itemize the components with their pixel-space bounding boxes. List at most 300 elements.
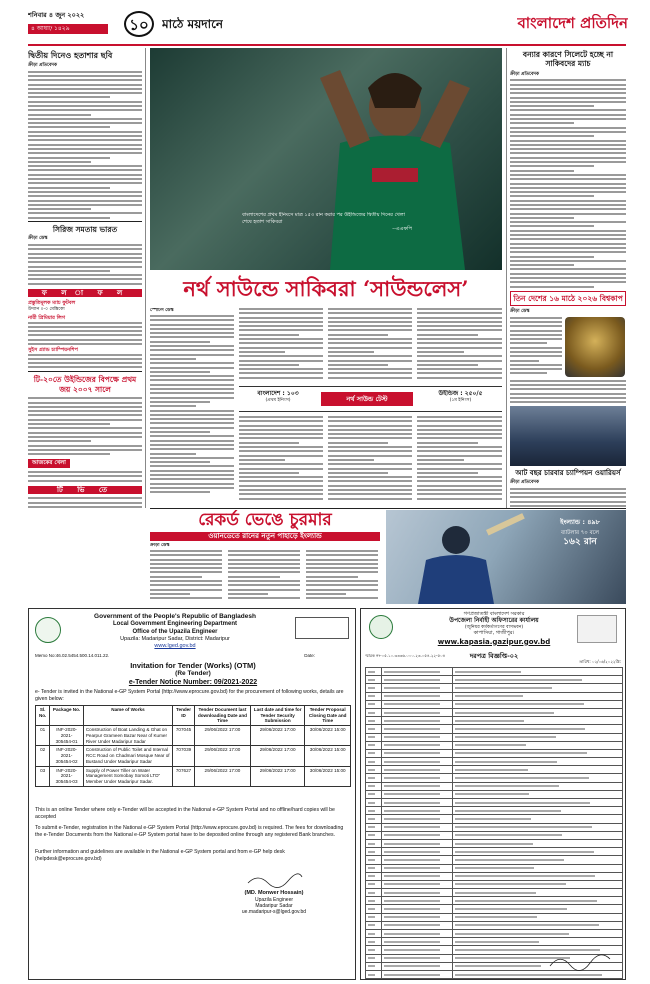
table-cell bbox=[452, 815, 622, 823]
table-cell bbox=[366, 733, 382, 741]
table-cell: 30/06/2022 15:00 bbox=[305, 726, 351, 746]
table-cell: 02 bbox=[36, 746, 50, 766]
table-cell bbox=[452, 799, 622, 807]
table-row bbox=[36, 766, 351, 786]
date-line-2: ৪ আষাঢ় ১৪২৯ bbox=[28, 24, 108, 34]
table-cell bbox=[366, 930, 382, 938]
table-row bbox=[366, 930, 623, 938]
tender-col-header: Last date and time for Tender Security Submission bbox=[250, 706, 304, 726]
notice-signature bbox=[545, 951, 615, 973]
table-row bbox=[366, 913, 623, 921]
sidebar-body bbox=[510, 79, 626, 287]
score-mid: নর্থ সাউন্ড টেস্ট bbox=[321, 392, 413, 406]
table-cell bbox=[452, 930, 622, 938]
trophy-photo bbox=[565, 317, 625, 377]
table-cell: 29/06/2022 17:00 bbox=[194, 746, 250, 766]
story1-byline: ক্রীড়া প্রতিবেদক bbox=[28, 63, 57, 68]
table-cell bbox=[366, 708, 382, 716]
table-row bbox=[366, 897, 623, 905]
table-cell bbox=[452, 921, 622, 929]
table-cell bbox=[366, 970, 382, 978]
tender-signature bbox=[199, 871, 349, 916]
table-cell bbox=[452, 758, 622, 766]
table-cell bbox=[382, 970, 453, 978]
lged-logo bbox=[35, 617, 61, 643]
table-cell bbox=[382, 692, 453, 700]
story3-headline: টি-২০তে উইন্ডিজের বিপক্ষে প্রথম জয় ২০০৭ সালে bbox=[33, 375, 137, 394]
result-title: নারী প্রিমিয়ার লিগ bbox=[28, 315, 66, 322]
table-cell bbox=[366, 700, 382, 708]
table-cell bbox=[382, 962, 453, 970]
quote-byline: ক্রীড়া ডেস্ক bbox=[510, 309, 530, 314]
table-cell bbox=[382, 676, 453, 684]
table-cell bbox=[366, 790, 382, 798]
table-row bbox=[366, 733, 623, 741]
record-col-3 bbox=[306, 550, 378, 602]
table-cell bbox=[382, 799, 453, 807]
table-cell bbox=[366, 856, 382, 864]
table-cell: 03 bbox=[36, 766, 50, 786]
table-cell bbox=[382, 749, 453, 757]
table-row bbox=[366, 766, 623, 774]
score-right-sub: (১ম ইনিংস) bbox=[449, 397, 472, 403]
record-score-box bbox=[540, 518, 620, 548]
table-cell bbox=[366, 668, 382, 676]
tender-col-header: Tender Document last downloading Date and Time bbox=[194, 706, 250, 726]
table-row bbox=[36, 726, 351, 746]
table-cell bbox=[382, 897, 453, 905]
quote-box bbox=[510, 291, 626, 306]
table-cell bbox=[366, 758, 382, 766]
table-cell bbox=[366, 766, 382, 774]
table-cell bbox=[366, 889, 382, 897]
table-cell bbox=[366, 774, 382, 782]
notice-location: কাপাসিয়া, গাজীপুর। bbox=[473, 630, 515, 637]
table-cell bbox=[382, 717, 453, 725]
table-cell bbox=[382, 741, 453, 749]
table-row bbox=[366, 676, 623, 684]
table-cell bbox=[382, 815, 453, 823]
result-title: সুইস গ্র্যান্ড চ্যাম্পিয়নশিপ bbox=[28, 347, 78, 354]
table-cell bbox=[366, 880, 382, 888]
tender-intro: e- Tender is invited in the National e-GP System Portal (http://www.eprocure.gov.bd) for the procurement of following works, details are given below: bbox=[35, 689, 344, 702]
sign-title: Upazila Engineer bbox=[254, 896, 294, 903]
tender-memo: Memo No:46.02.5454.500.14.011.22. bbox=[35, 653, 110, 658]
notice-office: উপজেলা নির্বাহী অফিসারের কার্যালয় bbox=[449, 617, 539, 625]
tender-office: Office of the Upazila Engineer bbox=[132, 628, 218, 635]
story1-headline: দ্বিতীয় দিনেও হতাশার ছবি bbox=[28, 50, 113, 60]
tender-date-label: Date: bbox=[304, 653, 315, 658]
main-col-2b bbox=[239, 416, 323, 502]
table-cell bbox=[452, 913, 622, 921]
left-column bbox=[28, 48, 142, 508]
table-cell: INF-2020-2021-305454-01 bbox=[50, 726, 84, 746]
main-col-3b bbox=[328, 416, 412, 502]
table-cell bbox=[452, 708, 622, 716]
table-row bbox=[366, 905, 623, 913]
table-cell bbox=[382, 790, 453, 798]
table-cell bbox=[382, 921, 453, 929]
table-cell bbox=[366, 692, 382, 700]
table-cell bbox=[382, 831, 453, 839]
table-cell bbox=[366, 979, 382, 980]
table-cell bbox=[452, 717, 622, 725]
cricketer-figure bbox=[150, 48, 502, 270]
table-row bbox=[366, 725, 623, 733]
table-cell: 707045 bbox=[173, 726, 195, 746]
main-headline: নর্থ সাউন্ডে সাকিবরা ‘সাউন্ডলেস’ bbox=[183, 276, 469, 301]
table-cell bbox=[382, 684, 453, 692]
sidebar-byline: ক্রীড়া প্রতিবেদক bbox=[510, 71, 539, 77]
result-detail: উদ্যান ০-০ মেক্সিকো bbox=[28, 306, 65, 312]
table-cell bbox=[452, 905, 622, 913]
date-line: শনিবার ৪ জুন ২০২২ bbox=[28, 11, 85, 19]
signature-mark bbox=[244, 871, 304, 889]
scorecard bbox=[239, 386, 502, 412]
result-item bbox=[28, 300, 142, 312]
notice-office-2: (জুনিয়র কর্মকর্তাগণের বাসভবন) bbox=[464, 624, 524, 630]
table-cell bbox=[366, 676, 382, 684]
result-item bbox=[28, 347, 142, 368]
table-row bbox=[366, 848, 623, 856]
table-row bbox=[366, 774, 623, 782]
record-score-title: ইংল্যান্ড : ৪৯৮ bbox=[560, 518, 600, 526]
table-row bbox=[366, 831, 623, 839]
table-cell bbox=[452, 880, 622, 888]
table-row bbox=[366, 872, 623, 880]
today-badge: আজকের খেলা bbox=[28, 459, 70, 468]
tender-para-1: This is an online Tender where only e-Tender will be accepted in the National e-GP System Portal and no offline/hard copies will be accepted bbox=[35, 807, 335, 820]
table-cell: 29/06/2022 17:00 bbox=[194, 766, 250, 786]
table-cell bbox=[382, 930, 453, 938]
table-cell bbox=[366, 782, 382, 790]
table-cell bbox=[366, 741, 382, 749]
table-row bbox=[366, 815, 623, 823]
tender-para-2: To submit e-Tender, registration in the National e-GP System Portal (http://www.eprocure.gov.bd) is required. The fees for downloading the e-Tender Documents from the National e-GP System portal have to be deposited online through any registered Bank branches. bbox=[35, 825, 344, 838]
record-col-2 bbox=[228, 550, 300, 602]
tender-table bbox=[35, 705, 351, 787]
table-cell bbox=[452, 668, 622, 676]
table-cell bbox=[452, 684, 622, 692]
sidebar-divider bbox=[506, 48, 507, 508]
quote-body-2 bbox=[510, 380, 626, 403]
table-row bbox=[366, 782, 623, 790]
tender-header bbox=[65, 613, 285, 650]
story2-byline: ক্রীড়া ডেস্ক bbox=[28, 236, 48, 242]
table-cell bbox=[452, 807, 622, 815]
sidebar-headline: বন্যার কারণে সিলেটে হচ্ছে না সাকিবদের ম্যাচ bbox=[522, 50, 614, 69]
table-row bbox=[366, 668, 623, 676]
table-cell bbox=[452, 831, 622, 839]
table-cell bbox=[452, 692, 622, 700]
table-cell bbox=[366, 717, 382, 725]
today-body bbox=[28, 471, 142, 482]
sign-place: Madaripur Sadar bbox=[255, 903, 293, 910]
masthead bbox=[28, 8, 628, 44]
result-lines bbox=[28, 322, 142, 345]
tender-col-header: Sl. No. bbox=[36, 706, 50, 726]
notice-govt: গণপ্রজাতন্ত্রী বাংলাদেশ সরকার bbox=[463, 611, 525, 617]
main-col-3 bbox=[328, 308, 412, 381]
tender-address: Upazila: Madaripur Sadar, District: Madaripur bbox=[120, 636, 230, 643]
table-cell: 29/06/2022 17:00 bbox=[250, 746, 304, 766]
table-cell bbox=[382, 856, 453, 864]
table-row bbox=[366, 823, 623, 831]
tender-para-3: Further information and guidelines are available in the National e-GP System portal and from e-GP help desk (helpdesk@eprocure.gov.bd) bbox=[35, 849, 285, 862]
table-row bbox=[366, 790, 623, 798]
score-right bbox=[419, 390, 502, 403]
today-header bbox=[28, 459, 142, 468]
tender-govt: Government of the People's Republic of Bangladesh bbox=[94, 613, 256, 620]
quote-body bbox=[510, 317, 562, 377]
table-row bbox=[366, 684, 623, 692]
table-cell bbox=[382, 889, 453, 897]
table-cell bbox=[382, 880, 453, 888]
table-cell bbox=[452, 979, 622, 980]
table-cell bbox=[366, 954, 382, 962]
tv-header: টি ভি তে bbox=[28, 486, 142, 495]
table-cell bbox=[452, 864, 622, 872]
page-number: ১০ bbox=[124, 11, 154, 37]
result-title: প্রস্তুতিমূলক ম্যাচ ফুটবল bbox=[28, 300, 76, 307]
table-cell bbox=[366, 897, 382, 905]
champions-byline: ক্রীড়া প্রতিবেদক bbox=[510, 480, 539, 486]
table-row bbox=[36, 746, 351, 766]
table-cell bbox=[452, 774, 622, 782]
table-cell: 30/06/2022 15:00 bbox=[305, 746, 351, 766]
table-row bbox=[366, 921, 623, 929]
table-cell bbox=[382, 823, 453, 831]
quote-headline: তিন দেশের ১৬ মাঠে ২০২৬ বিশ্বকাপ bbox=[513, 293, 623, 303]
caption-text: বাংলাদেশের প্রথম ইনিংসে মাত্র ১৫৩ রান করার পর উইন্ডিজের দ্বিতীয় দিনের খেলা শেষে হতাশ সাকিবরা bbox=[242, 212, 406, 225]
table-cell bbox=[382, 954, 453, 962]
table-cell bbox=[452, 749, 622, 757]
table-cell bbox=[382, 872, 453, 880]
result-lines bbox=[28, 354, 142, 369]
table-cell bbox=[382, 668, 453, 676]
table-row bbox=[366, 708, 623, 716]
main-col-2 bbox=[239, 308, 323, 381]
table-cell bbox=[366, 962, 382, 970]
record-score-sub: ব্যাটলার ৭০ বলে bbox=[561, 530, 599, 537]
table-cell: 29/06/2022 17:00 bbox=[250, 726, 304, 746]
table-cell bbox=[366, 946, 382, 954]
table-cell bbox=[382, 766, 453, 774]
record-subheadline: ওয়ানডেতে রানের নতুন পাহাড়ে ইংল্যান্ড bbox=[150, 532, 380, 541]
table-cell bbox=[382, 913, 453, 921]
notice-logo bbox=[369, 615, 393, 639]
champions-photo bbox=[510, 406, 626, 466]
tender-title: Invitation for Tender (Works) (OTM) bbox=[130, 661, 256, 670]
table-cell bbox=[366, 684, 382, 692]
table-cell bbox=[366, 905, 382, 913]
table-cell bbox=[366, 831, 382, 839]
kapasia-notice bbox=[360, 608, 626, 980]
table-cell bbox=[366, 749, 382, 757]
table-cell bbox=[382, 700, 453, 708]
table-cell bbox=[452, 790, 622, 798]
table-row bbox=[366, 938, 623, 946]
table-cell bbox=[382, 946, 453, 954]
table-cell: 707627 bbox=[173, 766, 195, 786]
table-cell bbox=[366, 807, 382, 815]
col-divider bbox=[145, 48, 146, 508]
table-row bbox=[366, 692, 623, 700]
tender-col-header: Package No. bbox=[50, 706, 84, 726]
table-row bbox=[366, 799, 623, 807]
tender-col-header: Name of Works bbox=[83, 706, 172, 726]
table-row bbox=[366, 864, 623, 872]
record-headline: রেকর্ড ভেঙে চুরমার bbox=[198, 510, 332, 530]
table-cell bbox=[382, 864, 453, 872]
table-cell bbox=[382, 725, 453, 733]
photo-caption bbox=[242, 212, 412, 232]
table-cell: 30/06/2022 15:00 bbox=[305, 766, 351, 786]
notice-title: দরপত্র বিজ্ঞপ্তি-০২ bbox=[469, 652, 519, 660]
table-cell bbox=[382, 774, 453, 782]
table-cell: INF-2020-2021-305454-03 bbox=[50, 766, 84, 786]
table-cell: Construction of Public Toilet and Internal RCC Road on Chadmari Mosque Near of Bustand Under Madaripur Sadar bbox=[83, 746, 172, 766]
notice-date: তারিখ: ০২/০৬/২০২২খ্রি: bbox=[579, 659, 621, 664]
table-row bbox=[366, 749, 623, 757]
table-cell bbox=[366, 913, 382, 921]
sign-email[interactable]: ue.madaripur-s@lged.gov.bd bbox=[241, 909, 307, 916]
main-dateline: স্পোর্টস ডেস্ক bbox=[150, 308, 174, 313]
section-rule bbox=[150, 508, 626, 509]
sign-name: (MD. Monwer Hossain) bbox=[244, 890, 304, 896]
notice-table bbox=[365, 667, 623, 980]
table-cell: 707039 bbox=[173, 746, 195, 766]
champions-body bbox=[510, 488, 626, 508]
masthead-rule bbox=[28, 44, 626, 46]
table-cell bbox=[452, 725, 622, 733]
notice-seal bbox=[577, 615, 617, 643]
table-row bbox=[366, 880, 623, 888]
results-header: ফ ল া ফ ল bbox=[28, 289, 142, 298]
table-cell bbox=[452, 889, 622, 897]
record-score-runs: ১৬২ রান bbox=[563, 537, 597, 547]
table-row bbox=[366, 979, 623, 980]
tender-col-header: Tender ID bbox=[173, 706, 195, 726]
notice-website[interactable]: www.kapasia.gazipur.gov.bd bbox=[437, 637, 551, 646]
tender-dept: Local Government Engineering Department bbox=[112, 621, 238, 628]
table-cell bbox=[382, 938, 453, 946]
table-cell bbox=[382, 758, 453, 766]
table-row bbox=[366, 856, 623, 864]
table-row bbox=[366, 889, 623, 897]
score-left-label: বাংলাদেশ : ১০৩ bbox=[257, 390, 299, 397]
record-photo bbox=[386, 510, 626, 604]
table-row bbox=[366, 741, 623, 749]
right-sidebar bbox=[510, 48, 626, 508]
table-row bbox=[366, 839, 623, 847]
table-cell bbox=[452, 872, 622, 880]
table-cell bbox=[452, 700, 622, 708]
table-cell bbox=[452, 839, 622, 847]
main-col-4b bbox=[417, 416, 502, 502]
table-cell bbox=[366, 815, 382, 823]
paper-name: বাংলাদেশ প্রতিদিন bbox=[517, 14, 628, 32]
table-cell bbox=[366, 799, 382, 807]
table-cell bbox=[366, 725, 382, 733]
table-cell bbox=[382, 979, 453, 980]
table-cell: Construction of Boat Landing & Ghat on Pearpur Grameen Bazar Near of Kumer River Under Madaripur Sadar bbox=[83, 726, 172, 746]
story2-body bbox=[28, 244, 142, 285]
score-right-label: উইন্ডিজ : ২৫০/৫ bbox=[438, 390, 483, 397]
table-cell bbox=[366, 848, 382, 856]
table-row bbox=[366, 807, 623, 815]
table-cell: 01 bbox=[36, 726, 50, 746]
story3-body bbox=[28, 397, 142, 455]
table-cell bbox=[452, 856, 622, 864]
main-col-4 bbox=[417, 308, 502, 381]
main-col-1 bbox=[150, 315, 234, 495]
table-cell bbox=[382, 733, 453, 741]
section-title: মাঠে ময়দানে bbox=[162, 17, 224, 31]
lged-tender bbox=[28, 608, 356, 980]
table-cell bbox=[452, 848, 622, 856]
table-cell bbox=[452, 938, 622, 946]
table-cell bbox=[382, 708, 453, 716]
tender-col-header: Tender Proposal Closing Date and Time bbox=[305, 706, 351, 726]
table-row bbox=[366, 758, 623, 766]
table-cell bbox=[366, 864, 382, 872]
table-cell bbox=[452, 741, 622, 749]
table-cell bbox=[452, 897, 622, 905]
table-cell bbox=[366, 823, 382, 831]
table-row bbox=[366, 700, 623, 708]
main-story bbox=[150, 308, 502, 504]
champions-headline: আট বছর চারবার চ্যাম্পিয়ন ওয়ারিয়র্স bbox=[515, 468, 621, 478]
story2-headline: সিরিজ সমতায় ভারত bbox=[52, 225, 118, 235]
tv-body bbox=[28, 497, 142, 508]
table-cell: Supply of Power Tiller on Water Management Somobay Somoti LTD" Member Under Madaripur Sadar. bbox=[83, 766, 172, 786]
hero-photo bbox=[150, 48, 502, 270]
table-cell bbox=[452, 823, 622, 831]
tender-slogan-box bbox=[295, 617, 349, 639]
table-cell: 29/06/2022 17:00 bbox=[250, 766, 304, 786]
result-item bbox=[28, 315, 142, 345]
table-cell bbox=[366, 921, 382, 929]
table-row bbox=[366, 717, 623, 725]
notice-memo: স্মারক নং-০৫.১০.৩৩৩৬.০০০.২৩.০৫৪.২২-৫০৪ bbox=[365, 653, 446, 658]
record-byline: ক্রীড়া ডেস্ক bbox=[150, 543, 170, 548]
table-cell bbox=[366, 938, 382, 946]
table-cell bbox=[382, 839, 453, 847]
score-left-sub: (প্রথম ইনিংস) bbox=[265, 397, 291, 403]
tender-website[interactable]: www.lged.gov.bd bbox=[154, 643, 196, 649]
table-cell bbox=[382, 905, 453, 913]
table-cell: 29/06/2022 17:00 bbox=[194, 726, 250, 746]
table-cell bbox=[452, 676, 622, 684]
table-cell bbox=[382, 807, 453, 815]
tender-notice-no: e-Tender Notice Number: 09/2021-2022 bbox=[128, 678, 258, 686]
table-cell bbox=[366, 839, 382, 847]
table-cell bbox=[452, 782, 622, 790]
table-cell bbox=[382, 782, 453, 790]
record-col-1 bbox=[150, 550, 222, 602]
table-cell bbox=[452, 733, 622, 741]
photo-credit: --এএফপি bbox=[392, 225, 412, 232]
tender-title-2: (Re Tender) bbox=[175, 670, 211, 678]
table-cell bbox=[382, 848, 453, 856]
tender-title-block bbox=[29, 661, 356, 687]
story1-body bbox=[28, 71, 142, 219]
record-story bbox=[150, 510, 626, 606]
table-cell bbox=[452, 766, 622, 774]
table-cell bbox=[366, 872, 382, 880]
score-left bbox=[239, 390, 317, 403]
